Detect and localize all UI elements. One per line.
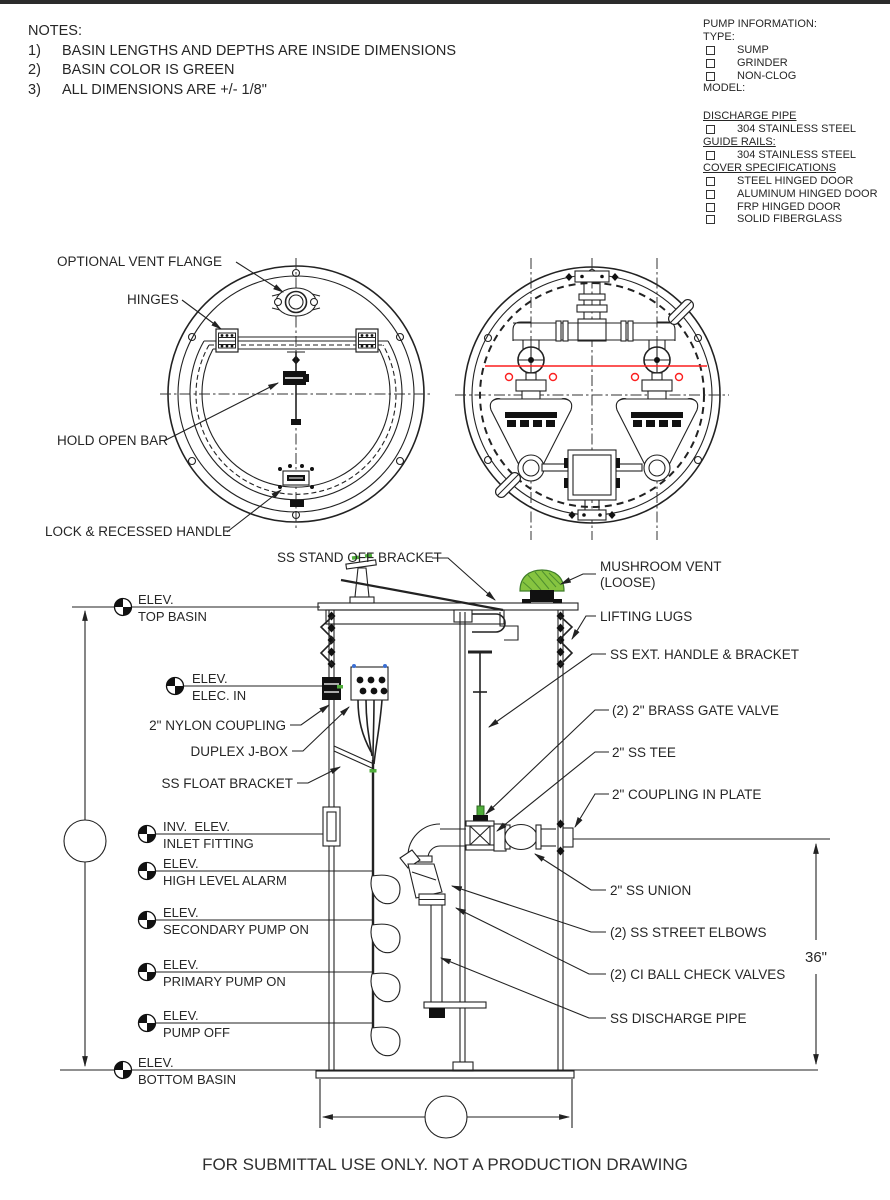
height-dimension [64, 611, 106, 1066]
rim-lug-sw [494, 471, 523, 500]
marker-line2: SECONDARY PUMP ON [163, 922, 309, 937]
elev-marker-high-level [139, 856, 373, 888]
leader-lock-handle [227, 490, 281, 532]
width-dimension [320, 1079, 572, 1138]
marker-line1: ELEV. [138, 1055, 174, 1070]
option-label: FRP HINGED DOOR [737, 200, 841, 213]
leader-nylon-coupling [290, 705, 329, 725]
note-text: BASIN LENGTHS AND DEPTHS ARE INSIDE DIMENSIONS [62, 42, 456, 59]
rim-lug-ne [667, 298, 696, 327]
label-mushroom-vent-2: (LOOSE) [600, 575, 656, 590]
leader-ball-check-valves [456, 908, 606, 974]
leader-street-elbows [452, 886, 606, 932]
leader-coupling-in-plate [575, 794, 609, 827]
marker-line2: PRIMARY PUMP ON [163, 974, 286, 989]
option-label: 304 STAINLESS STEEL [737, 149, 857, 162]
marker-line2: BOTTOM BASIN [138, 1072, 236, 1087]
hinge-right [356, 329, 378, 352]
label-optional-vent-flange: OPTIONAL VENT FLANGE [57, 254, 223, 269]
cover-plan-view [45, 254, 432, 539]
label-ss-union: 2" SS UNION [610, 883, 692, 898]
elev-marker-inlet [139, 819, 324, 851]
label-nylon-coupling: 2" NYLON COUPLING [149, 718, 286, 733]
elevation-view [60, 550, 830, 1138]
leader-brass-gate-valve [486, 710, 609, 814]
elev-marker-primary [139, 957, 373, 989]
leader-lifting-lugs [572, 616, 596, 639]
label-street-elbows: (2) SS STREET ELBOWS [610, 925, 767, 940]
elev-marker-pump-off [139, 1008, 373, 1040]
option-label: ALUMINUM HINGED DOOR [737, 187, 878, 200]
guide-rails-header: GUIDE RAILS: [703, 136, 776, 149]
hinge-left [216, 329, 238, 352]
elev-marker-secondary [139, 905, 373, 937]
note-text: ALL DIMENSIONS ARE +/- 1/8" [62, 81, 267, 98]
label-lock-recessed-handle: LOCK & RECESSED HANDLE [45, 524, 232, 539]
option-label: GRINDER [737, 56, 788, 69]
dim-36-text: 36" [804, 949, 828, 966]
label-lifting-lugs: LIFTING LUGS [600, 609, 693, 624]
option-label: NON-CLOG [737, 69, 797, 82]
lock-recessed-handle [278, 464, 314, 507]
label-stand-off-bracket: SS STAND OFF BRACKET [277, 550, 442, 565]
duplex-jbox [351, 664, 388, 700]
hold-open-bar [283, 352, 309, 425]
dimension-balloon [425, 1096, 467, 1138]
pump-model-label: MODEL: [703, 82, 746, 95]
leader-ss-discharge-pipe [441, 958, 606, 1018]
inlet-fitting [323, 807, 340, 846]
note-text: BASIN COLOR IS GREEN [62, 62, 235, 78]
pump-plan-view [455, 258, 729, 540]
label-brass-gate-valve: (2) 2" BRASS GATE VALVE [612, 703, 779, 718]
label-ext-handle: SS EXT. HANDLE & BRACKET [610, 647, 800, 662]
marker-line1: INV. ELEV. [163, 819, 230, 834]
marker-line1: ELEV. [163, 1008, 199, 1023]
dimension-balloon [64, 820, 106, 862]
check-valve-assembly [400, 824, 486, 1018]
option-label: STEEL HINGED DOOR [737, 174, 854, 187]
elev-marker-bottom-basin [115, 1055, 237, 1087]
leader-hold-open-bar [164, 383, 278, 441]
float-switches [371, 875, 400, 1056]
elev-marker-top-basin [115, 592, 207, 624]
nylon-coupling [322, 677, 343, 700]
label-ball-check-valves: (2) CI BALL CHECK VALVES [610, 967, 786, 982]
footer-disclaimer: FOR SUBMITTAL USE ONLY. NOT A PRODUCTION DRAWING [202, 1155, 688, 1174]
marker-line1: ELEV. [192, 671, 228, 686]
marker-line2: ELEC. IN [192, 688, 247, 703]
marker-line2: TOP BASIN [138, 609, 207, 624]
leader-mushroom-vent [561, 574, 596, 584]
mushroom-vent [520, 570, 564, 604]
option-label: SUMP [737, 43, 769, 56]
leader-ss-tee [497, 752, 609, 831]
notes-title: NOTES: [28, 23, 82, 39]
label-hinges: HINGES [127, 292, 179, 307]
pump-info-title: PUMP INFORMATION: [703, 18, 817, 30]
discharge-pipe-header: DISCHARGE PIPE [703, 110, 797, 123]
marker-line1: ELEV. [163, 905, 199, 920]
label-ss-tee: 2" SS TEE [612, 745, 676, 760]
elev-marker-elec-in [167, 671, 323, 703]
marker-line1: ELEV. [138, 592, 174, 607]
marker-line1: ELEV. [163, 856, 199, 871]
note-number: 1) [28, 42, 41, 59]
vent-flange [272, 288, 320, 316]
leader-duplex-jbox [292, 707, 349, 751]
leader-ss-union [535, 854, 606, 890]
option-label: 304 STAINLESS STEEL [737, 123, 857, 136]
label-coupling-in-plate: 2" COUPLING IN PLATE [612, 787, 762, 802]
note-number: 2) [28, 62, 41, 78]
label-ss-discharge-pipe: SS DISCHARGE PIPE [610, 1011, 747, 1026]
marker-line2: PUMP OFF [163, 1025, 230, 1040]
wall-anchors [328, 612, 565, 669]
pump-2-plan [616, 347, 697, 481]
pump-type-label: TYPE: [703, 30, 735, 43]
ext-handle-gate-valve [466, 652, 494, 850]
marker-line2: HIGH LEVEL ALARM [163, 873, 287, 888]
marker-line2: INLET FITTING [163, 836, 254, 851]
label-hold-open-bar: HOLD OPEN BAR [57, 433, 169, 448]
dim-36 [805, 844, 827, 1064]
option-label: SOLID FIBERGLASS [737, 213, 843, 226]
label-duplex-jbox: DUPLEX J-BOX [190, 744, 288, 759]
label-float-bracket: SS FLOAT BRACKET [161, 776, 293, 791]
cover-spec-header: COVER SPECIFICATIONS [703, 161, 837, 174]
note-number: 3) [28, 81, 41, 98]
marker-line1: ELEV. [163, 957, 199, 972]
label-mushroom-vent-1: MUSHROOM VENT [600, 559, 722, 574]
